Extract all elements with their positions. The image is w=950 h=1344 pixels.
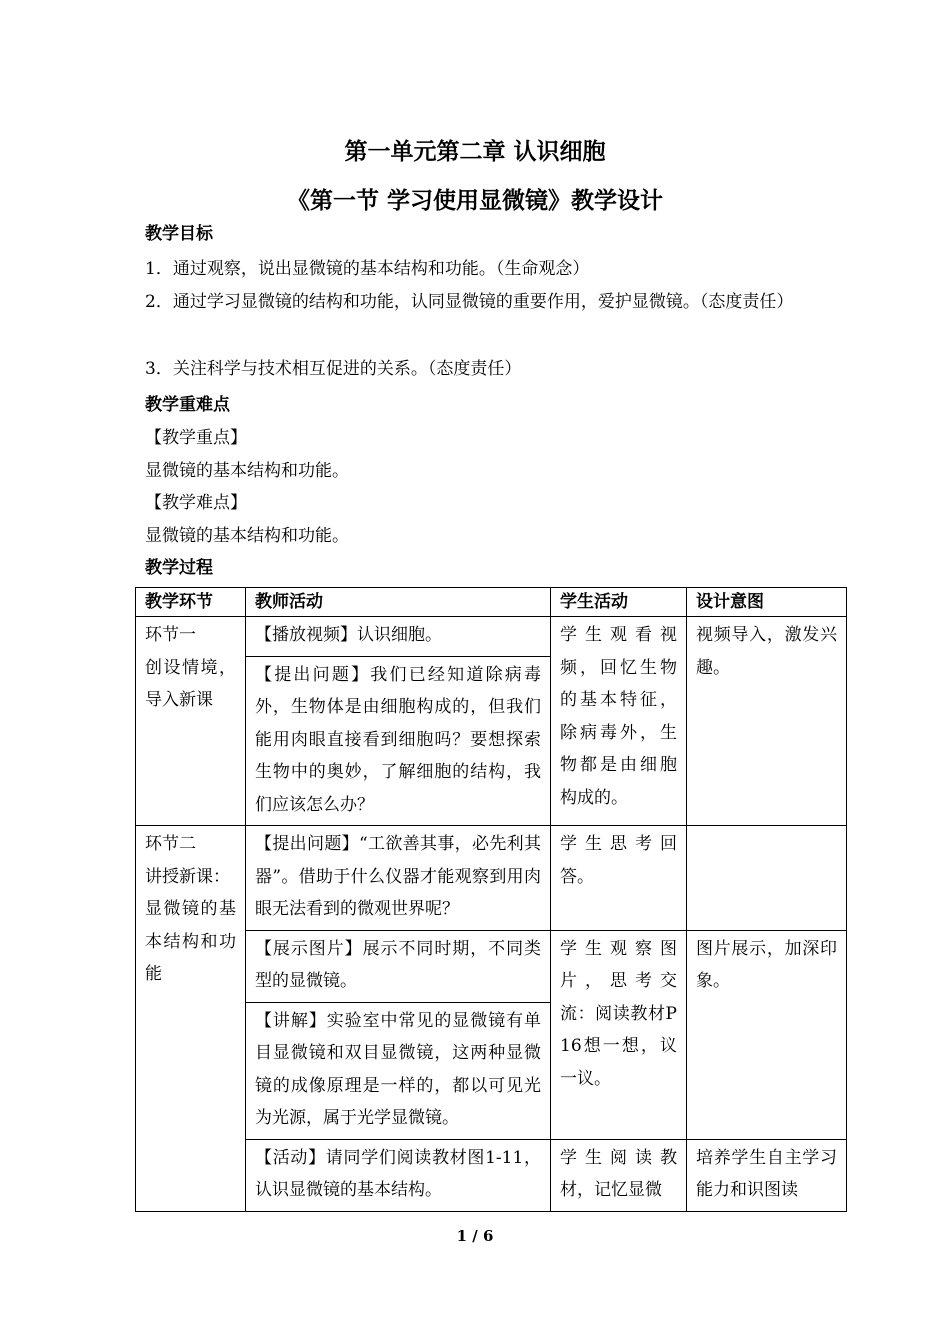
- document-subtitle: 《第一节 学习使用显微镜》教学设计: [286, 187, 663, 214]
- stage-cell: 环节二 讲授新课： 显微镜的基本结构和功能: [136, 826, 246, 1212]
- table-row: [136, 826, 847, 931]
- objective-item: 3．关注科学与技术相互促进的关系。（态度责任）: [145, 359, 522, 379]
- page-number: 1 / 6: [456, 1227, 494, 1245]
- teacher-cell: 【播放视频】认识细胞。: [246, 617, 551, 657]
- header-stage: 教学环节: [136, 588, 246, 617]
- objectives-heading: 教学目标: [145, 224, 213, 244]
- process-table: [135, 587, 847, 1212]
- teacher-cell: 【展示图片】展示不同时期，不同类型的显微镜。: [246, 930, 551, 1002]
- intent-cell: 图片展示，加深印象。: [687, 930, 847, 1139]
- teacher-cell: 【提出问题】我们已经知道除病毒外，生物体是由细胞构成的，但我们能用肉眼直接看到细胞吗？要想探索生物中的奥妙，了解细胞的结构，我们应该怎么办？: [246, 656, 551, 826]
- student-cell: 学生观察图片，思考交流：阅读教材P16想一想，议一议。: [551, 930, 687, 1139]
- intent-cell: 视频导入，激发兴趣。: [687, 617, 847, 826]
- student-cell: 学生观看视频，回忆生物的基本特征，除病毒外，生物都是由细胞构成的。: [551, 617, 687, 826]
- header-teacher: 教师活动: [246, 588, 551, 617]
- focus-text: 显微镜的基本结构和功能。: [145, 461, 349, 481]
- teacher-cell: 【提出问题】“工欲善其事，必先利其器”。借助于什么仪器才能观察到用肉眼无法看到的微观世界呢？: [246, 826, 551, 931]
- objective-item: 1．通过观察，说出显微镜的基本结构和功能。（生命观念）: [145, 259, 590, 279]
- key-points-heading: 教学重难点: [145, 395, 230, 415]
- document-title: 第一单元第二章 认识细胞: [344, 138, 606, 165]
- teacher-cell: 【活动】请同学们阅读教材图1-11，认识显微镜的基本结构。: [246, 1139, 551, 1211]
- header-student: 学生活动: [551, 588, 687, 617]
- stage-cell: 环节一 创设情境，导入新课: [136, 617, 246, 826]
- intent-cell: 培养学生自主学习能力和识图读: [687, 1139, 847, 1211]
- difficulty-label: 【教学难点】: [145, 493, 247, 513]
- student-cell: 学生思考回答。: [551, 826, 687, 931]
- objective-item: 2．通过学习显微镜的结构和功能，认同显微镜的重要作用，爱护显微镜。（态度责任）: [145, 292, 794, 312]
- process-heading: 教学过程: [145, 558, 213, 578]
- intent-cell: [687, 826, 847, 931]
- table-row: [136, 617, 847, 657]
- focus-label: 【教学重点】: [145, 428, 247, 448]
- teacher-cell: 【讲解】实验室中常见的显微镜有单目显微镜和双目显微镜，这两种显微镜的成像原理是一样的，都以可见光为光源，属于光学显微镜。: [246, 1002, 551, 1139]
- table-header-row: [136, 588, 847, 617]
- difficulty-text: 显微镜的基本结构和功能。: [145, 526, 349, 546]
- student-cell: 学生阅读教材，记忆显微: [551, 1139, 687, 1211]
- header-intent: 设计意图: [687, 588, 847, 617]
